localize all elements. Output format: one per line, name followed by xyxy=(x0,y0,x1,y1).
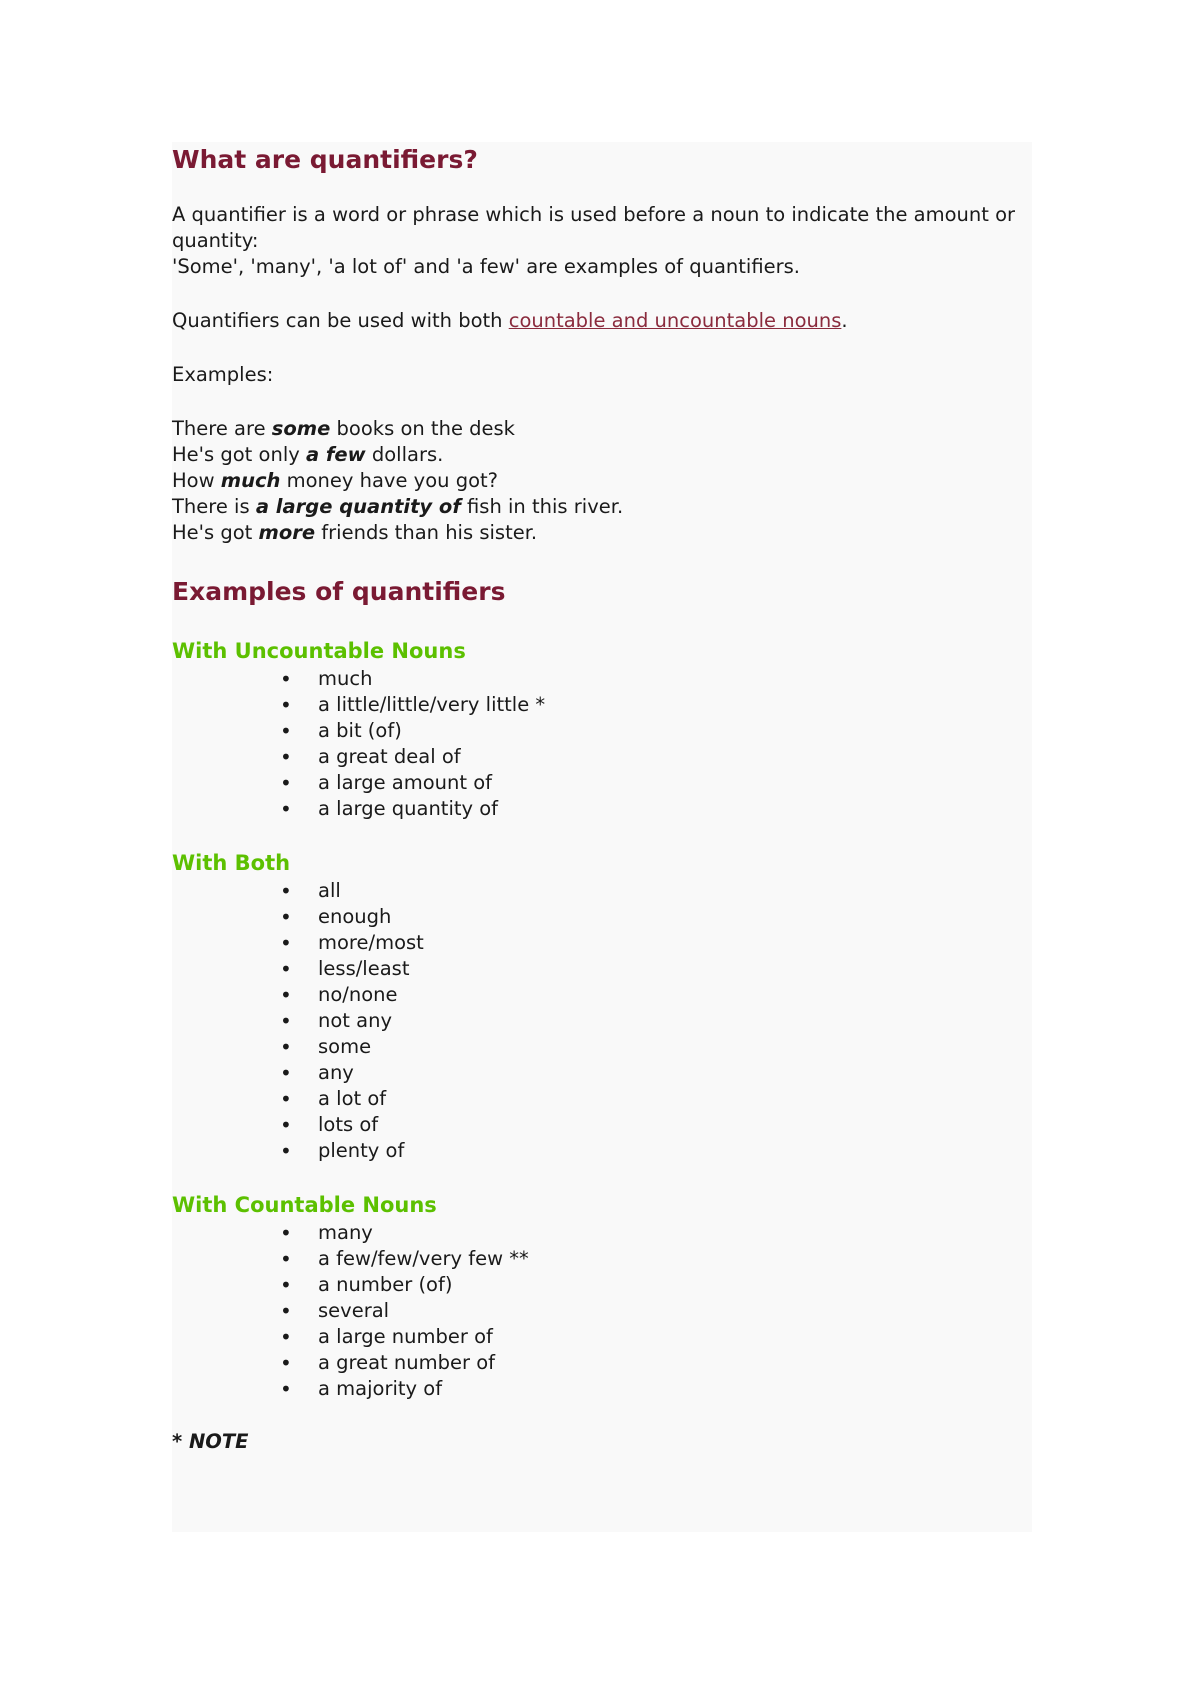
list-item xyxy=(172,1060,1022,1086)
bullet-icon: • xyxy=(280,1087,292,1111)
bullet-icon: • xyxy=(280,1299,292,1323)
example-text: dollars. xyxy=(365,443,444,466)
bullet-icon: • xyxy=(280,957,292,981)
list-item-text: more/most xyxy=(318,931,424,954)
example-text: He's got xyxy=(172,521,259,544)
list-item xyxy=(172,1086,1022,1112)
bullet-icon: • xyxy=(280,719,292,743)
list-item-text: a great number of xyxy=(318,1351,496,1374)
bullet-icon: • xyxy=(280,1273,292,1297)
example-sentence xyxy=(172,520,1022,546)
list-item-text: a number (of) xyxy=(318,1273,453,1296)
list-item-text: not any xyxy=(318,1009,392,1032)
example-text: There is xyxy=(172,495,256,518)
list-item xyxy=(172,1298,1022,1324)
bullet-icon: • xyxy=(280,1221,292,1245)
list-item xyxy=(172,1220,1022,1246)
list-item-text: a bit (of) xyxy=(318,719,402,742)
bullet-icon: • xyxy=(280,745,292,769)
list-item xyxy=(172,1246,1022,1272)
bullet-icon: • xyxy=(280,1377,292,1401)
example-quantifier: a large quantity of xyxy=(255,495,461,518)
bullet-icon: • xyxy=(280,1139,292,1163)
list-item xyxy=(172,1034,1022,1060)
list-item-text: lots of xyxy=(318,1113,379,1136)
list-item-text: a lot of xyxy=(318,1087,387,1110)
countable-uncountable-link[interactable]: countable and uncountable nouns xyxy=(508,309,842,332)
subheading-uncountable: With Uncountable Nouns xyxy=(172,639,466,663)
list-item xyxy=(172,1376,1022,1402)
example-text: books on the desk xyxy=(330,417,515,440)
list-item xyxy=(172,692,1022,718)
list-item-text: a majority of xyxy=(318,1377,443,1400)
examples-block xyxy=(172,416,1022,546)
list-item-text: plenty of xyxy=(318,1139,405,1162)
list-item-text: a few/few/very few ** xyxy=(318,1247,529,1270)
definition-line-1: A quantifier is a word or phrase which is used before a noun to indicate the amount or quantity: xyxy=(172,203,1016,252)
note-label: * NOTE xyxy=(172,1430,249,1453)
bullet-icon: • xyxy=(280,797,292,821)
example-text: fish in this river. xyxy=(460,495,624,518)
example-quantifier: some xyxy=(271,417,331,440)
bullet-icon: • xyxy=(280,667,292,691)
list-item-text: a little/little/very little * xyxy=(318,693,546,716)
list-item-text: all xyxy=(318,879,341,902)
list-item-text: much xyxy=(318,667,373,690)
definition-line-2: 'Some', 'many', 'a lot of' and 'a few' are examples of quantifiers. xyxy=(172,255,800,278)
example-text: money have you got? xyxy=(280,469,499,492)
bullet-icon: • xyxy=(280,905,292,929)
list-item-text: a great deal of xyxy=(318,745,461,768)
list-item xyxy=(172,666,1022,692)
list-item-text: a large amount of xyxy=(318,771,492,794)
list-item xyxy=(172,956,1022,982)
bullet-icon: • xyxy=(280,1113,292,1137)
list-item-text: several xyxy=(318,1299,390,1322)
example-text: There are xyxy=(172,417,272,440)
bullet-icon: • xyxy=(280,983,292,1007)
bullet-icon: • xyxy=(280,693,292,717)
bullet-icon: • xyxy=(280,1325,292,1349)
list-item xyxy=(172,1272,1022,1298)
examples-label: Examples: xyxy=(172,363,274,386)
list-item-text: less/least xyxy=(318,957,410,980)
example-quantifier: more xyxy=(258,521,316,544)
list-item xyxy=(172,796,1022,822)
list-item-text: many xyxy=(318,1221,373,1244)
example-quantifier: much xyxy=(220,469,281,492)
subheading-countable: With Countable Nouns xyxy=(172,1193,437,1217)
countable-list xyxy=(172,1220,1022,1402)
usage-sentence xyxy=(172,308,1022,334)
example-sentence xyxy=(172,494,1022,520)
list-item xyxy=(172,982,1022,1008)
bullet-icon: • xyxy=(280,1247,292,1271)
list-item xyxy=(172,930,1022,956)
list-item-text: some xyxy=(318,1035,372,1058)
list-item-text: any xyxy=(318,1061,354,1084)
list-item xyxy=(172,904,1022,930)
list-item xyxy=(172,744,1022,770)
list-item-text: enough xyxy=(318,905,392,928)
subheading-both: With Both xyxy=(172,851,291,875)
list-item-text: no/none xyxy=(318,983,398,1006)
bullet-icon: • xyxy=(280,1009,292,1033)
example-text: He's got only xyxy=(172,443,306,466)
heading-what-are-quantifiers: What are quantifiers? xyxy=(172,145,478,174)
usage-suffix: . xyxy=(841,309,848,332)
list-item-text: a large quantity of xyxy=(318,797,499,820)
list-item xyxy=(172,1008,1022,1034)
bullet-icon: • xyxy=(280,1035,292,1059)
document-body xyxy=(172,142,1022,1455)
example-quantifier: a few xyxy=(305,443,366,466)
uncountable-list xyxy=(172,666,1022,822)
example-text: How xyxy=(172,469,221,492)
list-item xyxy=(172,1138,1022,1164)
example-sentence xyxy=(172,416,1022,442)
example-sentence xyxy=(172,468,1022,494)
bullet-icon: • xyxy=(280,931,292,955)
example-text: friends than his sister. xyxy=(315,521,538,544)
list-item xyxy=(172,1324,1022,1350)
both-list xyxy=(172,878,1022,1164)
example-sentence xyxy=(172,442,1022,468)
bullet-icon: • xyxy=(280,1351,292,1375)
list-item xyxy=(172,718,1022,744)
bullet-icon: • xyxy=(280,879,292,903)
list-item xyxy=(172,1112,1022,1138)
list-item xyxy=(172,770,1022,796)
heading-examples-of-quantifiers: Examples of quantifiers xyxy=(172,577,506,606)
list-item xyxy=(172,1350,1022,1376)
list-item-text: a large number of xyxy=(318,1325,493,1348)
list-item xyxy=(172,878,1022,904)
bullet-icon: • xyxy=(280,771,292,795)
usage-prefix: Quantifiers can be used with both xyxy=(172,309,509,332)
bullet-icon: • xyxy=(280,1061,292,1085)
